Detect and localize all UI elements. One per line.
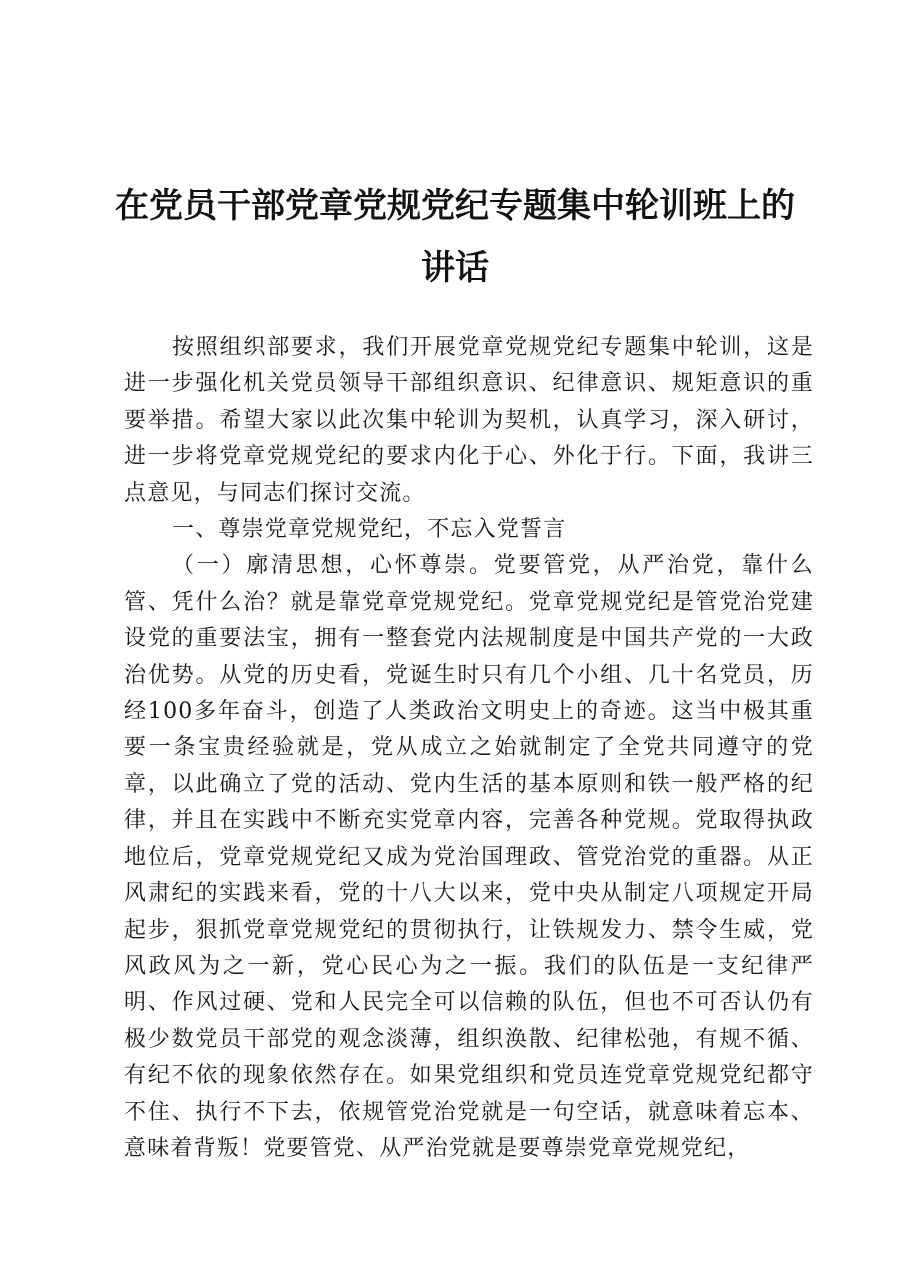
document-title-line-2: 讲话 (421, 248, 489, 288)
intro-paragraph: 按照组织部要求，我们开展党章党规党纪专题集中轮训，这是进一步强化机关党员领导干部组织意识、纪律意识、规矩意识的重要举措。希望大家以此次集中轮训为契机，认真学习，深入研讨，进一步将党章党规党纪的要求内化于心、外化于行。下面，我讲三点意见，与同志们探讨交流。 (124, 335, 814, 506)
subsection-paragraph-1: （一）廓清思想，心怀尊崇。党要管党，从严治党，靠什么管、凭什么治？就是靠党章党规党纪。党章党规党纪是管党治党建设党的重要法宝，拥有一整套党内法规制度是中国共产党的一大政治优势。从党的历史看，党诞生时只有几个小组、几十名党员，历经100多年奋斗，创造了人类政治文明史上的奇迹。这当中极其重要一条宝贵经验就是，党从成立之始就制定了全党共同遵守的党章，以此确立了党的活动、党内生活的基本原则和铁一般严格的纪律，并且在实践中不断充实党章内容，完善各种党规。党取得执政地位后，党章党规党纪又成为党治国理政、管党治党的重器。从正风肃纪的实践来看，党的十八大以来，党中央从制定八项规定开局起步，狠抓党章党规党纪的贯彻执行，让铁规发力、禁令生威，党风政风为之一新，党心民心为之一振。我们的队伍是一支纪律严明、作风过硬、党和人民完全可以信赖的队伍，但也不可否认仍有极少数党员干部党的观念淡薄，组织涣散、纪律松弛，有规不循、有纪不依的现象依然存在。如果党组织和党员连党章党规党纪都守不住、执行不下去，依规管党治党就是一句空话，就意味着忘本、意味着背叛！党要管党、从严治党就是要尊崇党章党规党纪， (124, 553, 814, 1161)
document-body (124, 330, 814, 1167)
document-title-line-1: 在党员干部党章党规党纪专题集中轮训班上的 (115, 186, 795, 226)
section-heading-1: 一、尊崇党章党规党纪，不忘入党誓言 (172, 517, 567, 543)
